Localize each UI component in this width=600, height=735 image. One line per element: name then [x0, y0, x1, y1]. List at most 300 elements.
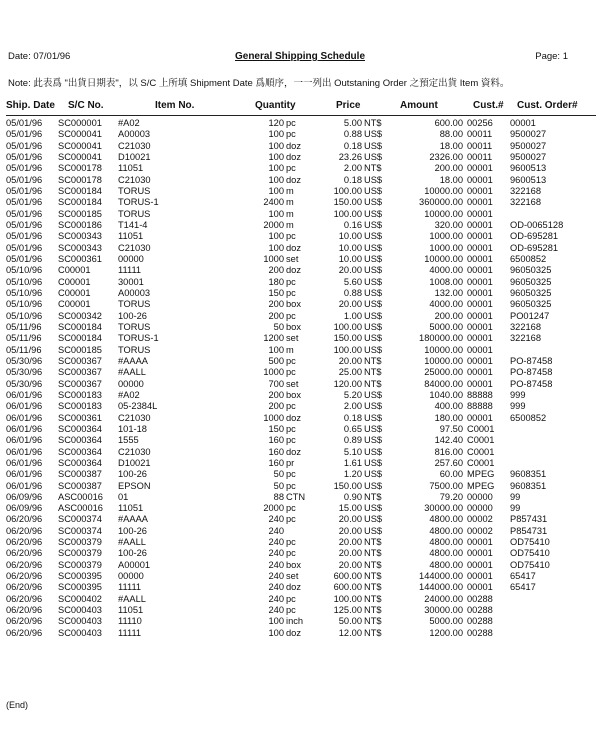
- unit-cell: m: [286, 185, 294, 196]
- cust-no-cell: 00001: [467, 310, 493, 321]
- unit-cell: box: [286, 389, 301, 400]
- price-cell: 0.18: [343, 174, 362, 185]
- item-no-cell: T141-4: [118, 219, 148, 230]
- sc-no-cell: SC000374: [58, 514, 102, 525]
- ship-date-cell: 05/10/96: [6, 287, 43, 298]
- price-cell: 25.00: [338, 367, 362, 378]
- sc-no-cell: SC000387: [58, 480, 102, 491]
- end-marker: (End): [6, 700, 29, 710]
- ship-date-cell: 05/10/96: [6, 265, 43, 276]
- price-cell: 2.00: [343, 163, 362, 174]
- sc-no-cell: SC000364: [58, 423, 102, 434]
- cust-order-cell: OD75410: [510, 537, 550, 548]
- unit-cell: m: [286, 197, 294, 208]
- cust-order-cell: 322168: [510, 321, 542, 332]
- price-cell: 100.00: [333, 185, 362, 196]
- sc-no-cell: SC000184: [58, 185, 102, 196]
- price-cell: 100.00: [333, 593, 362, 604]
- currency-cell: US$: [364, 389, 383, 400]
- cust-no-cell: 00001: [467, 276, 493, 287]
- cust-no-cell: 00001: [467, 582, 493, 593]
- price-cell: 1.61: [343, 457, 362, 468]
- report-note: Note: 此表爲 "出貨日期表"，以 S/C 上所填 Shipment Date 爲順序，一一列出 Outstaning Order 之預定出貨 Item 資料。: [8, 78, 510, 89]
- price-cell: 1.00: [343, 310, 362, 321]
- price-cell: 10.00: [338, 253, 362, 264]
- sc-no-cell: SC000379: [58, 548, 102, 559]
- amount-cell: 1040.00: [429, 389, 463, 400]
- price-cell: 5.20: [343, 389, 362, 400]
- table-row: [0, 458, 600, 469]
- cust-no-cell: 00011: [467, 140, 493, 151]
- sc-no-cell: C00001: [58, 287, 91, 298]
- cust-order-cell: 65417: [510, 571, 536, 582]
- quantity-cell: 100: [268, 174, 284, 185]
- price-cell: 15.00: [338, 503, 362, 514]
- item-no-cell: 05-2384L: [118, 401, 158, 412]
- col-header-amount: Amount: [400, 100, 438, 111]
- unit-cell: pc: [286, 537, 296, 548]
- ship-date-cell: 06/20/96: [6, 593, 43, 604]
- currency-cell: US$: [364, 242, 383, 253]
- unit-cell: pc: [286, 605, 296, 616]
- cust-order-cell: 6500852: [510, 253, 547, 264]
- sc-no-cell: SC000364: [58, 457, 102, 468]
- cust-no-cell: 00011: [467, 151, 493, 162]
- ship-date-cell: 06/20/96: [6, 627, 43, 638]
- price-cell: 5.60: [343, 276, 362, 287]
- item-no-cell: 01: [118, 491, 129, 502]
- sc-no-cell: SC000185: [58, 208, 102, 219]
- cust-no-cell: 00001: [467, 412, 493, 423]
- price-cell: 5.00: [343, 118, 362, 128]
- currency-cell: US$: [364, 231, 383, 242]
- table-row: [0, 311, 600, 322]
- cust-no-cell: 00001: [467, 321, 493, 332]
- currency-cell: US$: [364, 525, 383, 536]
- cust-no-cell: 00001: [467, 571, 493, 582]
- ship-date-cell: 06/20/96: [6, 514, 43, 525]
- cust-no-cell: 00001: [467, 253, 493, 264]
- amount-cell: 1000.00: [429, 231, 463, 242]
- amount-cell: 180000.00: [419, 333, 463, 344]
- amount-cell: 30000.00: [424, 503, 463, 514]
- item-no-cell: 11111: [118, 582, 142, 593]
- quantity-cell: 150: [268, 423, 284, 434]
- table-row: [0, 277, 600, 288]
- amount-cell: 144000.00: [419, 571, 463, 582]
- price-cell: 0.88: [343, 287, 362, 298]
- table-row: [0, 616, 600, 627]
- unit-cell: doz: [286, 582, 301, 593]
- amount-cell: 24000.00: [424, 593, 463, 604]
- table-row: [0, 356, 600, 367]
- price-cell: 100.00: [333, 208, 362, 219]
- amount-cell: 10000.00: [424, 355, 463, 366]
- unit-cell: pc: [286, 401, 296, 412]
- amount-cell: 816.00: [434, 446, 463, 457]
- cust-no-cell: MPEG: [467, 469, 495, 480]
- amount-cell: 10000.00: [424, 208, 463, 219]
- item-no-cell: C21030: [118, 174, 151, 185]
- table-row: [0, 231, 600, 242]
- quantity-cell: 100: [268, 627, 284, 638]
- quantity-cell: 2400: [263, 197, 284, 208]
- cust-no-cell: C0001: [467, 446, 495, 457]
- unit-cell: pc: [286, 593, 296, 604]
- unit-cell: doz: [286, 174, 301, 185]
- amount-cell: 360000.00: [419, 197, 463, 208]
- cust-no-cell: 00001: [467, 355, 493, 366]
- sc-no-cell: ASC00016: [58, 491, 103, 502]
- ship-date-cell: 06/01/96: [6, 401, 43, 412]
- unit-cell: pc: [286, 469, 296, 480]
- quantity-cell: 100: [268, 242, 284, 253]
- sc-no-cell: SC000183: [58, 389, 102, 400]
- cust-order-cell: 9600513: [510, 163, 547, 174]
- cust-order-cell: 96050325: [510, 265, 552, 276]
- currency-cell: US$: [364, 140, 383, 151]
- cust-order-cell: 322168: [510, 185, 542, 196]
- quantity-cell: 240: [268, 593, 284, 604]
- cust-no-cell: 00001: [467, 219, 493, 230]
- currency-cell: US$: [364, 412, 383, 423]
- price-cell: 20.00: [338, 355, 362, 366]
- currency-cell: US$: [364, 333, 383, 344]
- ship-date-cell: 05/30/96: [6, 355, 43, 366]
- sc-no-cell: SC000041: [58, 151, 102, 162]
- item-no-cell: C21030: [118, 412, 151, 423]
- item-no-cell: 11111: [118, 265, 142, 276]
- cust-no-cell: MPEG: [467, 480, 495, 491]
- price-cell: 0.88: [343, 129, 362, 140]
- sc-no-cell: SC000403: [58, 627, 102, 638]
- item-no-cell: TORUS: [118, 321, 151, 332]
- ship-date-cell: 05/01/96: [6, 129, 43, 140]
- sc-no-cell: SC000403: [58, 616, 102, 627]
- quantity-cell: 240: [268, 582, 284, 593]
- price-cell: 125.00: [333, 605, 362, 616]
- ship-date-cell: 06/01/96: [6, 446, 43, 457]
- item-no-cell: 1555: [118, 435, 139, 446]
- amount-cell: 18.00: [439, 174, 463, 185]
- col-header-item-no: Item No.: [155, 100, 195, 111]
- sc-no-cell: SC000364: [58, 446, 102, 457]
- cust-no-cell: 00001: [467, 333, 493, 344]
- quantity-cell: 1200: [263, 333, 284, 344]
- item-no-cell: D10021: [118, 457, 151, 468]
- ship-date-cell: 06/20/96: [6, 582, 43, 593]
- ship-date-cell: 06/20/96: [6, 525, 43, 536]
- cust-no-cell: 00001: [467, 344, 493, 355]
- table-row: [0, 175, 600, 186]
- sc-no-cell: ASC00016: [58, 503, 103, 514]
- ship-date-cell: 06/20/96: [6, 571, 43, 582]
- ship-date-cell: 05/01/96: [6, 163, 43, 174]
- item-no-cell: 100-26: [118, 525, 147, 536]
- sc-no-cell: C00001: [58, 299, 91, 310]
- quantity-cell: 50: [273, 321, 284, 332]
- currency-cell: US$: [364, 321, 383, 332]
- sc-no-cell: SC000367: [58, 378, 102, 389]
- cust-order-cell: 99: [510, 503, 521, 514]
- cust-no-cell: 00001: [467, 548, 493, 559]
- quantity-cell: 240: [268, 537, 284, 548]
- sc-no-cell: SC000178: [58, 174, 102, 185]
- quantity-cell: 200: [268, 265, 284, 276]
- currency-cell: US$: [364, 401, 383, 412]
- ship-date-cell: 06/20/96: [6, 616, 43, 627]
- price-cell: 150.00: [333, 480, 362, 491]
- price-cell: 1.20: [343, 469, 362, 480]
- col-header-ship-date: Ship. Date: [6, 100, 55, 111]
- amount-cell: 7500.00: [429, 480, 463, 491]
- quantity-cell: 700: [268, 378, 284, 389]
- price-cell: 20.00: [338, 265, 362, 276]
- cust-order-cell: 99: [510, 491, 521, 502]
- quantity-cell: 50: [273, 480, 284, 491]
- amount-cell: 200.00: [434, 310, 463, 321]
- unit-cell: pc: [286, 231, 296, 242]
- ship-date-cell: 05/01/96: [6, 242, 43, 253]
- sc-no-cell: SC000403: [58, 605, 102, 616]
- table-row: [0, 401, 600, 412]
- currency-cell: US$: [364, 265, 383, 276]
- currency-cell: NT$: [364, 548, 382, 559]
- amount-cell: 5000.00: [429, 321, 463, 332]
- currency-cell: NT$: [364, 559, 382, 570]
- ship-date-cell: 06/01/96: [6, 435, 43, 446]
- currency-cell: NT$: [364, 582, 382, 593]
- currency-cell: US$: [364, 344, 383, 355]
- amount-cell: 320.00: [434, 219, 463, 230]
- cust-order-cell: 322168: [510, 197, 542, 208]
- quantity-cell: 100: [268, 140, 284, 151]
- cust-no-cell: 00001: [467, 185, 493, 196]
- table-row: [0, 220, 600, 231]
- col-header-price: Price: [336, 100, 361, 111]
- sc-no-cell: SC000395: [58, 571, 102, 582]
- sc-no-cell: SC000343: [58, 242, 102, 253]
- price-cell: 600.00: [333, 571, 362, 582]
- item-no-cell: 00000: [118, 571, 144, 582]
- item-no-cell: A00001: [118, 559, 151, 570]
- cust-no-cell: 00002: [467, 514, 493, 525]
- col-header-cust: Cust.#: [473, 100, 504, 111]
- sc-no-cell: SC000001: [58, 118, 102, 128]
- cust-order-cell: 999: [510, 401, 526, 412]
- quantity-cell: 200: [268, 389, 284, 400]
- currency-cell: US$: [364, 174, 383, 185]
- amount-cell: 88.00: [439, 129, 463, 140]
- cust-order-cell: 65417: [510, 582, 536, 593]
- amount-cell: 10000.00: [424, 344, 463, 355]
- cust-no-cell: 00001: [467, 537, 493, 548]
- cust-no-cell: C0001: [467, 435, 495, 446]
- price-cell: 12.00: [338, 627, 362, 638]
- unit-cell: doz: [286, 242, 301, 253]
- currency-cell: US$: [364, 253, 383, 264]
- ship-date-cell: 05/01/96: [6, 140, 43, 151]
- currency-cell: NT$: [364, 593, 382, 604]
- currency-cell: NT$: [364, 616, 382, 627]
- quantity-cell: 160: [268, 435, 284, 446]
- cust-order-cell: 9500027: [510, 140, 547, 151]
- table-row: [0, 367, 600, 378]
- unit-cell: pc: [286, 367, 296, 378]
- item-no-cell: A00003: [118, 287, 151, 298]
- currency-cell: NT$: [364, 571, 382, 582]
- sc-no-cell: SC000342: [58, 310, 102, 321]
- price-cell: 20.00: [338, 525, 362, 536]
- cust-order-cell: 96050325: [510, 287, 552, 298]
- price-cell: 0.65: [343, 423, 362, 434]
- cust-order-cell: 9608351: [510, 469, 547, 480]
- table-row: [0, 548, 600, 559]
- amount-cell: 25000.00: [424, 367, 463, 378]
- currency-cell: NT$: [364, 163, 382, 174]
- item-no-cell: 11111: [118, 627, 142, 638]
- table-row: [0, 254, 600, 265]
- cust-no-cell: 00001: [467, 367, 493, 378]
- currency-cell: US$: [364, 503, 383, 514]
- price-cell: 600.00: [333, 582, 362, 593]
- price-cell: 0.16: [343, 219, 362, 230]
- currency-cell: NT$: [364, 605, 382, 616]
- unit-cell: pc: [286, 503, 296, 514]
- ship-date-cell: 05/11/96: [6, 333, 42, 344]
- sc-no-cell: SC000184: [58, 333, 102, 344]
- table-row: [0, 390, 600, 401]
- currency-cell: US$: [364, 197, 383, 208]
- sc-no-cell: SC000183: [58, 401, 102, 412]
- sc-no-cell: SC000185: [58, 344, 102, 355]
- cust-no-cell: C0001: [467, 423, 495, 434]
- cust-no-cell: 00000: [467, 491, 493, 502]
- sc-no-cell: SC000361: [58, 253, 102, 264]
- currency-cell: NT$: [364, 118, 382, 128]
- quantity-cell: 100: [268, 185, 284, 196]
- ship-date-cell: 06/01/96: [6, 480, 43, 491]
- cust-order-cell: OD-0065128: [510, 219, 564, 230]
- sc-no-cell: SC000361: [58, 412, 102, 423]
- table-row: [0, 129, 600, 140]
- cust-order-cell: 999: [510, 389, 526, 400]
- amount-cell: 1200.00: [429, 627, 463, 638]
- table-row: [0, 379, 600, 390]
- table-row: [0, 345, 600, 356]
- cust-no-cell: 00001: [467, 242, 493, 253]
- price-cell: 20.00: [338, 548, 362, 559]
- cust-no-cell: 88888: [467, 389, 493, 400]
- table-row: [0, 560, 600, 571]
- quantity-cell: 160: [268, 457, 284, 468]
- currency-cell: US$: [364, 469, 383, 480]
- currency-cell: US$: [364, 446, 383, 457]
- amount-cell: 132.00: [434, 287, 463, 298]
- cust-no-cell: 00288: [467, 616, 493, 627]
- item-no-cell: #AAAA: [118, 514, 148, 525]
- ship-date-cell: 06/20/96: [6, 537, 43, 548]
- unit-cell: pc: [286, 480, 296, 491]
- currency-cell: US$: [364, 457, 383, 468]
- currency-cell: US$: [364, 219, 383, 230]
- cust-no-cell: 00001: [467, 231, 493, 242]
- ship-date-cell: 05/01/96: [6, 253, 43, 264]
- unit-cell: pc: [286, 423, 296, 434]
- table-row: [0, 594, 600, 605]
- table-row: [0, 481, 600, 492]
- cust-order-cell: 6500852: [510, 412, 547, 423]
- cust-order-cell: 9608351: [510, 480, 547, 491]
- amount-cell: 1008.00: [429, 276, 463, 287]
- item-no-cell: 30001: [118, 276, 144, 287]
- table-row: [0, 141, 600, 152]
- quantity-cell: 2000: [263, 219, 284, 230]
- item-no-cell: 11051: [118, 231, 144, 242]
- table-row: [0, 582, 600, 593]
- table-row: [0, 605, 600, 616]
- cust-no-cell: 00001: [467, 265, 493, 276]
- quantity-cell: 100: [268, 231, 284, 242]
- currency-cell: US$: [364, 299, 383, 310]
- unit-cell: doz: [286, 446, 301, 457]
- amount-cell: 600.00: [434, 118, 463, 128]
- item-no-cell: TORUS-1: [118, 333, 159, 344]
- quantity-cell: 100: [268, 129, 284, 140]
- cust-order-cell: P857431: [510, 514, 548, 525]
- ship-date-cell: 05/30/96: [6, 378, 43, 389]
- price-cell: 0.18: [343, 140, 362, 151]
- cust-order-cell: OD75410: [510, 559, 550, 570]
- unit-cell: pc: [286, 310, 296, 321]
- item-no-cell: 00000: [118, 378, 144, 389]
- cust-no-cell: 00011: [467, 129, 493, 140]
- item-no-cell: 100-26: [118, 548, 147, 559]
- amount-cell: 142.40: [434, 435, 463, 446]
- item-no-cell: C21030: [118, 140, 151, 151]
- sc-no-cell: C00001: [58, 276, 91, 287]
- amount-cell: 10000.00: [424, 253, 463, 264]
- quantity-cell: 150: [268, 287, 284, 298]
- unit-cell: pc: [286, 514, 296, 525]
- price-cell: 50.00: [338, 616, 362, 627]
- unit-cell: doz: [286, 627, 301, 638]
- cust-no-cell: 00002: [467, 525, 493, 536]
- ship-date-cell: 05/01/96: [6, 185, 43, 196]
- item-no-cell: 100-26: [118, 310, 147, 321]
- item-no-cell: TORUS-1: [118, 197, 159, 208]
- quantity-cell: 240: [268, 571, 284, 582]
- price-cell: 5.10: [343, 446, 362, 457]
- cust-no-cell: 00001: [467, 163, 493, 174]
- header-rule: [6, 115, 596, 116]
- table-row: [0, 163, 600, 174]
- currency-cell: NT$: [364, 537, 382, 548]
- price-cell: 20.00: [338, 537, 362, 548]
- price-cell: 10.00: [338, 231, 362, 242]
- sc-no-cell: SC000367: [58, 367, 102, 378]
- item-no-cell: 101-18: [118, 423, 147, 434]
- col-header-cust-order: Cust. Order#: [517, 100, 578, 111]
- currency-cell: NT$: [364, 367, 382, 378]
- cust-order-cell: PO-87458: [510, 355, 553, 366]
- item-no-cell: 11051: [118, 163, 144, 174]
- currency-cell: US$: [364, 151, 383, 162]
- quantity-cell: 100: [268, 163, 284, 174]
- cust-no-cell: 00001: [467, 208, 493, 219]
- unit-cell: m: [286, 219, 294, 230]
- price-cell: 100.00: [333, 344, 362, 355]
